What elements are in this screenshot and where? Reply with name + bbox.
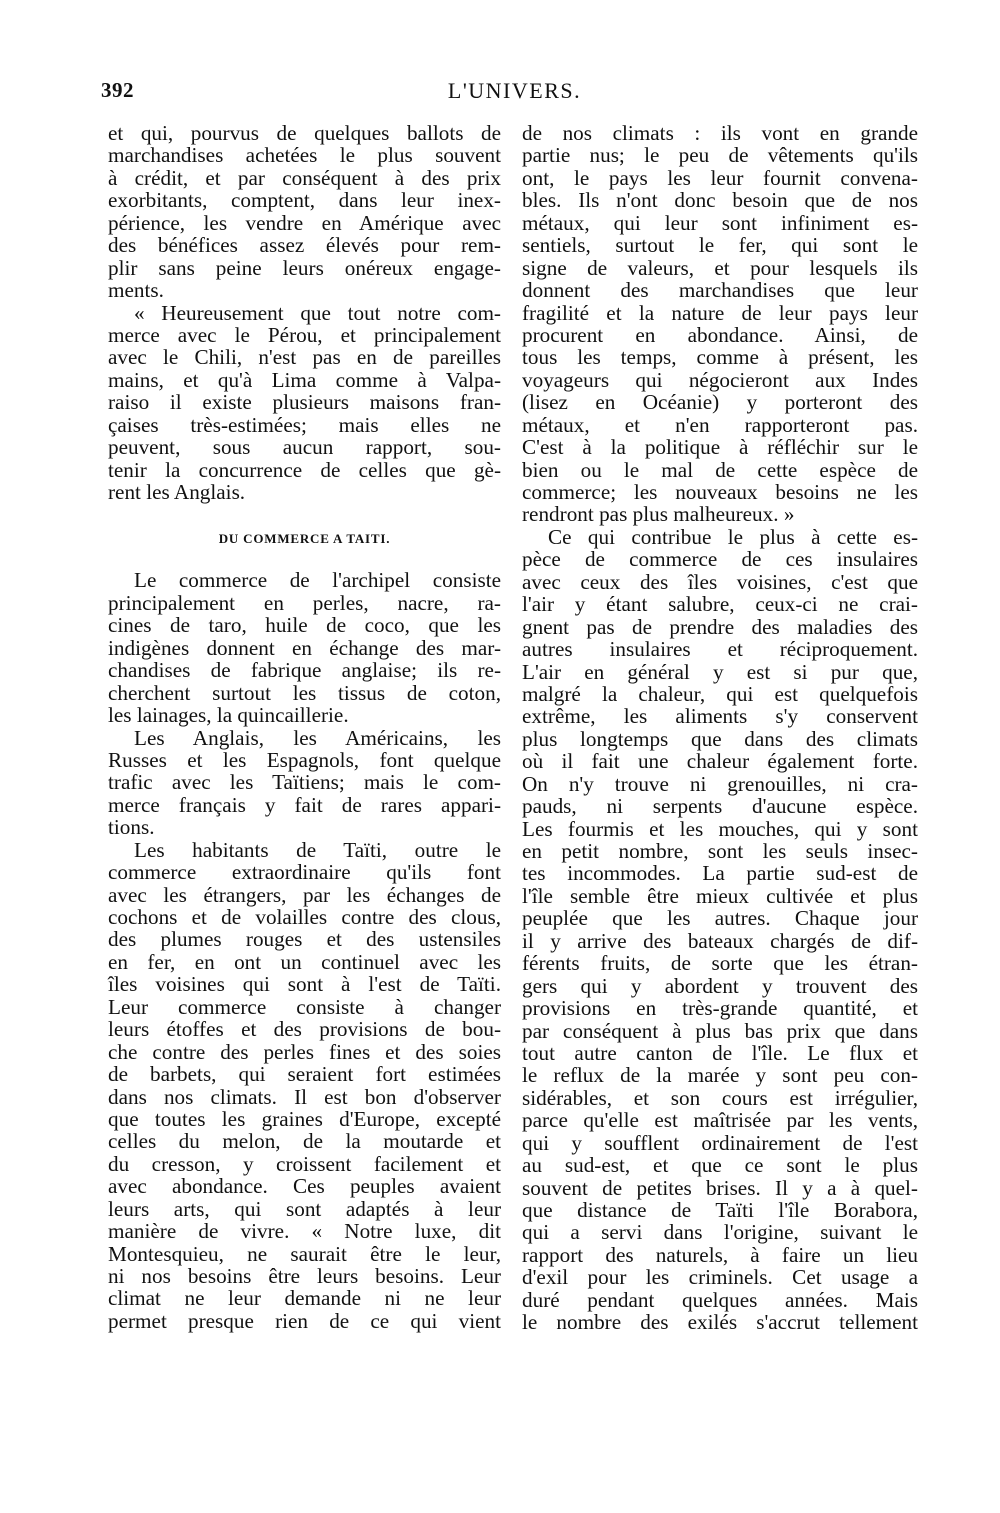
text-line: gers qui y abordent y trouvent des bbox=[522, 973, 918, 998]
text-line: du cresson, y croissent facilement et bbox=[108, 1151, 501, 1176]
paragraph bbox=[108, 569, 501, 726]
text-line: ni nos besoins être leurs besoins. Leur bbox=[108, 1264, 501, 1288]
text-line: chandises de fabrique anglaise; ils re- bbox=[108, 658, 501, 683]
text-line: trafic avec les Taïtiens; mais le com- bbox=[108, 770, 501, 795]
text-line: ont, le pays les leur fournit convena- bbox=[522, 165, 918, 190]
text-line: leurs étoffes et des provisions de bou- bbox=[108, 1017, 501, 1042]
text-line: dans nos climats. Il est bon d'observer bbox=[108, 1084, 501, 1109]
text-line: merce français y fait de rares appari- bbox=[108, 792, 501, 817]
text-line: che contre des perles fines et des soies bbox=[108, 1039, 501, 1064]
paragraph bbox=[108, 122, 501, 302]
text-line: les lainages, la quincaillerie. bbox=[108, 703, 349, 728]
text-line: métaux, et n'en rapporteront pas. bbox=[522, 412, 918, 437]
text-line: peuvent, sous aucun rapport, sou- bbox=[108, 435, 501, 460]
text-line: procurent en abondance. Ainsi, de bbox=[522, 322, 918, 347]
paragraph bbox=[108, 839, 501, 1333]
text-line: plir sans peine leurs onéreux engage- bbox=[108, 255, 501, 280]
text-line: des plumes rouges et des ustensiles bbox=[108, 927, 501, 952]
left-column bbox=[108, 122, 501, 1332]
text-line: gnent pas de prendre des maladies des bbox=[522, 614, 918, 639]
paragraph bbox=[522, 122, 918, 526]
text-line: tes incommodes. La partie sud-est de bbox=[522, 861, 918, 886]
text-line: d'exil pour les criminels. Cet usage a bbox=[522, 1265, 918, 1290]
text-line: rendront pas plus malheureux. » bbox=[522, 502, 795, 527]
text-line: pauds, ni serpents d'aucune espèce. bbox=[522, 794, 918, 819]
text-line: des bénéfices assez élevés pour rem- bbox=[108, 233, 501, 258]
text-line: Russes et les Espagnols, font quelque bbox=[108, 747, 501, 772]
running-head bbox=[101, 78, 918, 108]
text-line: indigènes donnent en échange des mar- bbox=[108, 635, 501, 660]
text-line: que toutes les graines d'Europe, excepté bbox=[108, 1106, 501, 1131]
text-line: L'air en général y est si pur que, bbox=[522, 659, 918, 684]
text-line: bles. Ils n'ont donc besoin que de nos bbox=[522, 188, 918, 213]
text-line: en fer, en ont un continuel avec les bbox=[108, 949, 501, 974]
text-line: donnent des marchandises que leur bbox=[522, 278, 918, 303]
text-line: l'air y étant salubre, ceux-ci ne crai- bbox=[522, 592, 918, 617]
paragraph bbox=[522, 526, 918, 1334]
text-line: cochons et de volailles contre des clous, bbox=[108, 905, 501, 929]
text-line: Ce qui contribue le plus à cette es- bbox=[548, 524, 918, 549]
text-line: C'est à la politique à réfléchir sur le bbox=[522, 435, 918, 460]
page-number: 392 bbox=[101, 78, 134, 102]
text-line: « Heureusement que tout notre com- bbox=[134, 300, 501, 325]
text-line: climat ne leur demande ni ne leur bbox=[108, 1286, 501, 1311]
text-line: sidérables, et son cours est irrégulier, bbox=[522, 1085, 918, 1110]
running-title: L'UNIVERS. bbox=[447, 78, 582, 103]
text-line: plus longtemps que dans des climats bbox=[522, 726, 918, 751]
text-line: provisions en très-grande quantité, et bbox=[522, 996, 918, 1021]
text-line: et qui, pourvus de quelques ballots de bbox=[108, 121, 501, 145]
text-line: Les fourmis et les mouches, qui y sont bbox=[522, 816, 918, 841]
text-line: ments. bbox=[108, 278, 164, 303]
text-line: On n'y trouve ni grenouilles, ni cra- bbox=[522, 771, 918, 796]
text-line: où il fait une chaleur également forte. bbox=[522, 749, 918, 774]
text-line: avec abondance. Ces peuples avaient bbox=[108, 1174, 501, 1199]
text-line: métaux, qui leur sont infiniment es- bbox=[522, 210, 918, 235]
text-line: duré pendant quelques années. Mais bbox=[522, 1287, 918, 1312]
text-line: tions. bbox=[108, 815, 155, 840]
text-line: peuplée que les autres. Chaque jour bbox=[522, 906, 918, 931]
text-line: raiso il existe plusieurs maisons fran- bbox=[108, 390, 501, 415]
text-line: commerce; les nouveaux besoins ne les bbox=[522, 480, 918, 504]
text-line: l'île semble être mieux cultivée et plus bbox=[522, 883, 918, 908]
text-line: avec ceux des îles voisines, c'est que bbox=[522, 569, 918, 594]
text-line: férents fruits, de sorte que les étran- bbox=[522, 951, 918, 976]
text-line: principalement en perles, nacre, ra- bbox=[108, 590, 501, 615]
text-line: que distance de Taïti l'île Borabora, bbox=[522, 1198, 918, 1222]
text-line: cines de taro, huile de coco, que les bbox=[108, 613, 501, 638]
text-line: extrême, les aliments s'y conservent bbox=[522, 704, 918, 729]
text-line: Les Anglais, les Américains, les bbox=[134, 725, 501, 750]
text-line: autres insulaires et réciproquement. bbox=[522, 637, 918, 662]
text-line: çaises très-estimées; mais elles ne bbox=[108, 412, 501, 437]
text-line: souvent de petites brises. Il y a à quel- bbox=[522, 1175, 918, 1200]
text-line: périence, les vendre en Amérique avec bbox=[108, 210, 501, 235]
text-line: de barbets, qui seraient fort estimées bbox=[108, 1062, 501, 1087]
text-line: il y arrive des bateaux chargés de dif- bbox=[522, 928, 918, 953]
text-line: avec le Chili, n'est pas en de pareilles bbox=[108, 345, 501, 370]
text-line: celles du melon, de la moutarde et bbox=[108, 1129, 501, 1154]
text-line: leurs arts, qui sont adaptés à leur bbox=[108, 1196, 501, 1221]
text-line: tous les temps, comme à présent, les bbox=[522, 345, 918, 370]
text-line: bien ou le mal de cette espèce de bbox=[522, 457, 918, 482]
right-column bbox=[522, 122, 918, 1334]
text-line: parce qu'elle est maîtrisée par les vents, bbox=[522, 1108, 918, 1133]
text-line: signe de valeurs, et pour lesquels ils bbox=[522, 255, 918, 280]
text-line: partie nus; le peu de vêtements qu'ils bbox=[522, 143, 918, 168]
text-line: îles voisines qui sont à l'est de Taïti. bbox=[108, 972, 501, 997]
text-line: fragilité et la nature de leur pays leur bbox=[522, 300, 918, 325]
text-line: Montesquieu, ne saurait être le leur, bbox=[108, 1241, 501, 1266]
text-line: marchandises achetées le plus souvent bbox=[108, 143, 501, 168]
text-line: commerce extraordinaire qu'ils font bbox=[108, 860, 501, 885]
text-line: avec les étrangers, par les échanges de bbox=[108, 882, 501, 907]
text-line: rapport des naturels, à faire un lieu bbox=[522, 1242, 918, 1267]
text-line: pèce de commerce de ces insulaires bbox=[522, 547, 918, 572]
text-line: au sud-est, et que ce sont le plus bbox=[522, 1153, 918, 1178]
text-line: voyageurs qui négocieront aux Indes bbox=[522, 367, 918, 392]
paragraph bbox=[108, 727, 501, 839]
text-line: à crédit, et par conséquent à des prix bbox=[108, 165, 501, 190]
text-line: de nos climats : ils vont en grande bbox=[522, 121, 918, 145]
text-line: par conséquent à plus bas prix que dans bbox=[522, 1018, 918, 1043]
text-line: Leur commerce consiste à changer bbox=[108, 994, 501, 1019]
section-heading: DU COMMERCE A TAITI. bbox=[218, 531, 391, 547]
text-line: rent les Anglais. bbox=[108, 480, 246, 504]
text-line: tenir la concurrence de celles que gè- bbox=[108, 457, 501, 482]
text-line: exorbitants, comptent, dans leur inex- bbox=[108, 188, 501, 213]
text-line: manière de vivre. « Notre luxe, dit bbox=[108, 1219, 501, 1244]
text-line: (lisez en Océanie) y porteront des bbox=[522, 390, 918, 415]
text-line: en petit nombre, sont les seuls insec- bbox=[522, 839, 918, 863]
text-line: le nombre des exilés s'accrut tellement bbox=[522, 1310, 918, 1335]
text-line: merce avec le Pérou, et principalement bbox=[108, 322, 501, 347]
paragraph bbox=[108, 302, 501, 504]
text-line: Le commerce de l'archipel consiste bbox=[134, 568, 501, 593]
text-line: Les habitants de Taïti, outre le bbox=[134, 837, 501, 862]
text-line: malgré la chaleur, qui est quelquefois bbox=[522, 681, 918, 706]
text-line: tout autre canton de l'île. Le flux et bbox=[522, 1040, 918, 1065]
text-line: sentiels, surtout le fer, qui sont le bbox=[522, 233, 918, 258]
text-line: mains, et qu'à Lima comme à Valpa- bbox=[108, 367, 501, 392]
text-line: permet presque rien de ce qui vient bbox=[108, 1308, 501, 1333]
text-line: cherchent surtout les tissus de coton, bbox=[108, 680, 501, 705]
text-line: qui y soufflent ordinairement de l'est bbox=[522, 1130, 918, 1155]
text-line: le reflux de la marée y sont peu con- bbox=[522, 1063, 918, 1088]
text-line: qui a servi dans l'origine, suivant le bbox=[522, 1220, 918, 1245]
